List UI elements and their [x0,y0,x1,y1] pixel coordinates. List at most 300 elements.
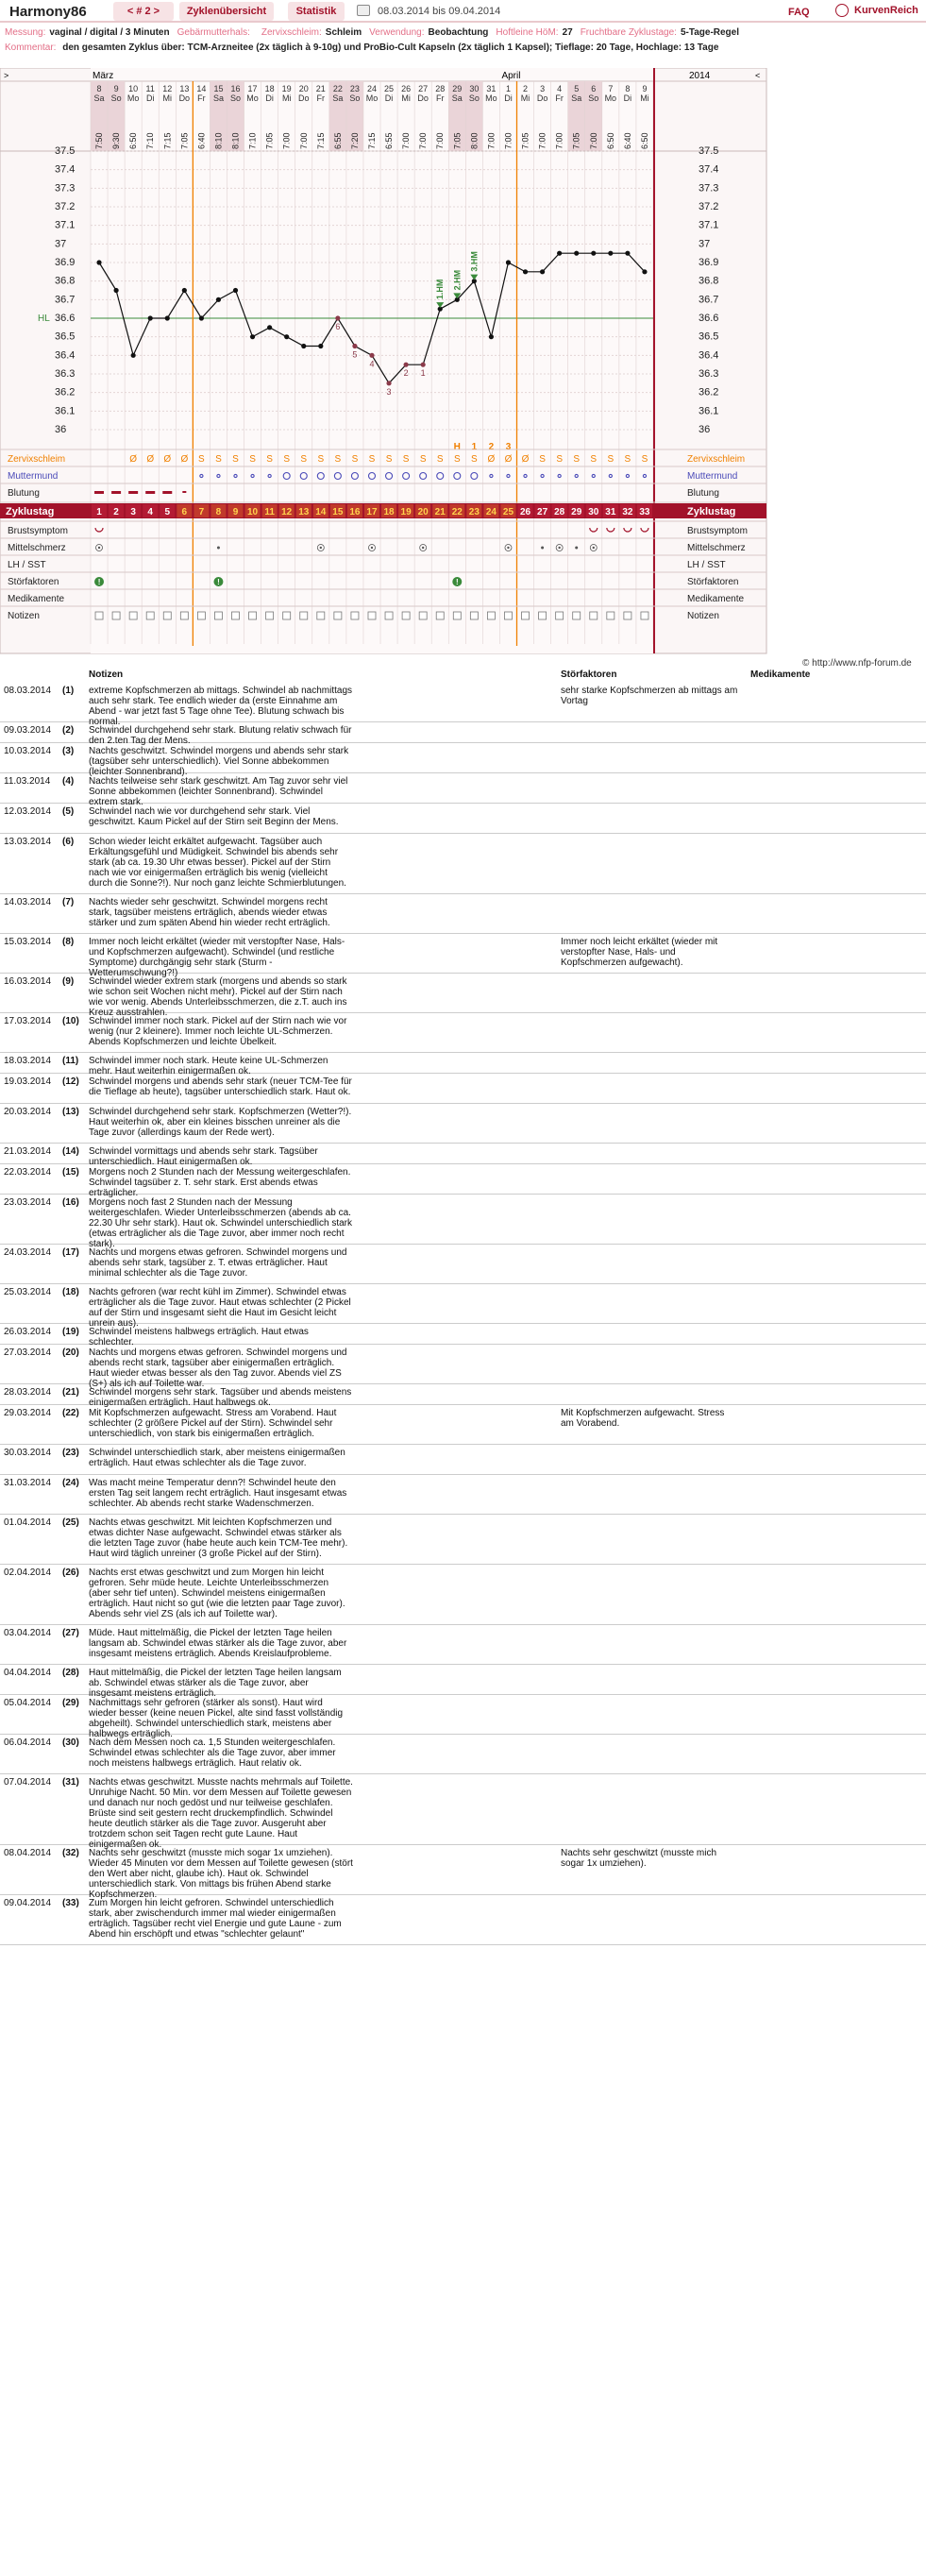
note-icon [402,612,410,619]
note-row [0,1324,926,1345]
measure-time: 7:05 [179,132,190,149]
note-icon [573,612,581,619]
y-tick-label-right: 36.9 [699,257,719,268]
note-icon [419,612,427,619]
row-label-right-blutung: Blutung [687,488,719,499]
note-icon [317,612,325,619]
temperature-point [131,353,136,358]
month-label: April [501,71,521,81]
note-cycle-day: (25) [62,1517,79,1528]
note-date: 01.04.2014 [4,1517,52,1528]
cervix-symbol: S [607,454,615,465]
weekday: Di [623,93,632,103]
midpain-dot [98,547,100,549]
measure-time: 7:00 [401,132,412,149]
note-text: Schwindel wieder extrem stark (morgens und abends so stark wie schon seit Wochen nicht mehr). Pickel auf der Stirn nach wie vor wenig. Abends Unterleibsschmerzen, die z.T. auch ins Kreuz ausstrahlen. [89,976,347,1018]
measure-time: 6:50 [605,132,615,149]
comment-line [5,42,920,53]
midpain-dot [320,547,322,549]
note-date: 04.04.2014 [4,1668,52,1678]
temperature-point [506,260,511,264]
day-number: 17 [247,84,258,93]
day-number: 14 [196,84,207,93]
measure-time: 8:00 [469,132,480,149]
day-number: 6 [591,84,597,93]
note-text: Nachts und morgens etwas gefroren. Schwindel morgens und abends sehr stark, tagsüber z. T. etwas erträglicher. Haut minimal schlechter als die Tage zuvor. [89,1247,347,1279]
weekday: Di [504,93,513,103]
tab-statistics[interactable]: Statistik [288,2,345,21]
weekday: Fr [555,93,564,103]
weekday: So [588,93,599,103]
cervix-symbol: Ø [521,454,530,465]
bleeding-mark [162,491,172,494]
low-marker-label: 3 [386,386,392,397]
measure-time: 7:05 [452,132,463,149]
note-row [0,1695,926,1739]
note-date: 31.03.2014 [4,1478,52,1488]
temperature-point [216,297,221,302]
measure-time: 7:00 [298,132,309,149]
measure-time: 8:10 [230,132,241,149]
note-row [0,722,926,746]
high-marker-label: 2.HM [452,269,463,291]
note-icon [539,612,547,619]
note-row [0,1405,926,1445]
note-icon [436,612,444,619]
cervix-symbol: S [539,454,546,465]
y-tick-label: 37.5 [55,145,76,157]
bleeding-mark [128,491,138,494]
note-date: 08.04.2014 [4,1848,52,1858]
cervix-symbol: S [624,454,631,465]
note-cycle-day: (3) [62,746,75,756]
note-text: Nachts teilweise sehr stark geschwitzt. Am Tag zuvor sehr viel Sonne abbekommen (leichter Sonnenbrand). Schwindel extrem stark. [89,776,348,807]
note-date: 06.04.2014 [4,1737,52,1748]
midpain-dot [422,547,424,549]
note-stoerfaktor: Immer noch leicht erkältet (wieder mit verstopfter Nase, Hals- und Kopfschmerzen aufgewacht). [561,937,718,968]
note-cycle-day: (33) [62,1898,79,1908]
weekday: Mi [281,93,292,103]
cervix-symbol: S [471,454,478,465]
y-tick-label: 36 [55,424,67,435]
credit-text: © http://www.nfp-forum.de [802,658,912,669]
faq-link[interactable]: FAQ [788,7,810,18]
note-row [0,1565,926,1625]
temperature-point [335,315,340,320]
measure-time: 6:50 [128,132,139,149]
day-number: 31 [486,84,497,93]
cycle-day-number: 8 [215,507,222,517]
cycle-nav-button[interactable]: < # 2 > [113,2,174,21]
day-number: 1 [505,84,511,93]
tab-cycle-overview[interactable]: Zyklenübersicht [179,2,274,21]
note-icon [112,612,120,619]
temperature-point [591,251,596,256]
cervix-symbol: S [453,454,461,465]
note-icon [556,612,564,619]
temperature-point [233,288,238,293]
cycle-day-number: 27 [537,507,548,517]
day-number: 9 [642,84,648,93]
note-stoerfaktor: Nachts sehr geschwitzt (musste mich sogar 1x umziehen). [561,1848,717,1869]
y-tick-label: 36.5 [55,330,76,343]
row-label-right-zyklustag: Zyklustag [687,506,736,517]
measure-time: 7:10 [145,132,156,149]
printer-icon[interactable] [357,5,370,16]
measure-time: 8:10 [213,132,224,149]
measure-time: 7:00 [554,132,564,149]
note-icon [266,612,274,619]
low-marker-label: 6 [335,322,341,331]
note-date: 24.03.2014 [4,1247,52,1258]
day-number: 12 [162,84,173,93]
temperature-point [421,363,426,367]
temperature-point [182,288,187,293]
note-cycle-day: (8) [62,937,75,947]
note-stoerfaktor: Mit Kopfschmerzen aufgewacht. Stress am Vorabend. [561,1408,725,1429]
weekday: Fr [435,93,445,103]
note-row [0,1445,926,1475]
cervix-symbol: S [198,454,205,465]
note-date: 18.03.2014 [4,1056,52,1066]
note-text: Schwindel meistens halbwegs erträglich. Haut etwas schlechter. [89,1327,309,1347]
note-text: Nachts erst etwas geschwitzt und zum Morgen hin leicht gefroren. Sehr müde heute. Leichte Unterleibsschmerzen (aber sehr tief unten). Schwindel meistens einigermaßen erträglich. Haut nicht so gut (wie die letzten paar Tage zuvor). Abends sehr viel ZS (als ich auf Toilette war). [89,1568,345,1619]
note-row [0,1195,926,1249]
note-date: 02.04.2014 [4,1568,52,1578]
low-marker-label: 2 [403,368,409,379]
info-value: vaginal / digital / 3 Minuten [49,27,170,38]
info-value: 27 [562,27,573,38]
weekday: So [110,93,122,103]
low-marker-label: 1 [420,368,426,379]
note-date: 19.03.2014 [4,1076,52,1087]
day-number: 28 [435,84,446,93]
row-label-notizen: Notizen [8,611,40,621]
row-label-blutung: Blutung [8,488,40,499]
note-cycle-day: (17) [62,1247,79,1258]
note-row [0,1053,926,1074]
measure-time: 7:05 [571,132,581,149]
note-icon [641,612,648,619]
day-number: 4 [557,84,563,93]
note-icon [214,612,222,619]
peak-count-label: H [453,442,461,452]
notes-table [0,668,926,1945]
y-tick-label: 37.1 [55,219,76,231]
note-text: extreme Kopfschmerzen ab mittags. Schwindel ab nachmittags auch sehr stark. Tee endlich wieder da (erste Einnahme am Abend - war jetzt fast 5 Tage ohne Tee). Blutung schwach bis normal. [89,686,353,727]
y-tick-label-right: 36.1 [699,405,719,417]
note-text: Schwindel morgens und abends sehr stark (neuer TCM-Tee für die Tieflage ab heute), tagsüber unterschiedlich stark. Haut ok. [89,1076,352,1097]
weekday: Sa [212,93,224,103]
note-text: Nachts gefroren (war recht kühl im Zimmer). Schwindel etwas erträglicher als die Tage zuvor. Haut etwas schlechter (2 Pickel auf der Stirn und insgesamt sieht die Haut im Gesicht leicht unrein aus). [89,1287,351,1329]
cervix-symbol: S [385,454,393,465]
day-number: 27 [418,84,429,93]
cervix-symbol: S [317,454,325,465]
measure-time: 7:20 [349,132,360,149]
temperature-point [148,315,153,320]
temperature-point [540,269,545,274]
medi-header: Medikamente [750,669,811,680]
cervix-symbol: S [368,454,376,465]
weekday: Do [417,93,429,103]
temperature-point [199,315,204,320]
measure-time: 6:55 [332,132,343,149]
note-date: 16.03.2014 [4,976,52,987]
cervix-symbol: S [556,454,563,465]
cycle-day-number: 17 [366,507,378,517]
measure-time: 7:15 [162,132,173,149]
cycle-day-number: 31 [605,507,616,517]
note-date: 22.03.2014 [4,1167,52,1178]
cycle-day-number: 5 [164,507,171,517]
y-tick-label: 37.4 [55,163,76,176]
note-row [0,1515,926,1565]
high-marker-label: 3.HM [469,251,480,272]
temperature-point [574,251,579,256]
measure-time: 6:40 [196,132,207,149]
cycle-day-number: 14 [315,507,327,517]
note-cycle-day: (21) [62,1387,79,1398]
y-tick-label-right: 36.7 [699,294,719,306]
y-tick-label-right: 37.5 [699,145,719,157]
measure-time: 7:00 [281,132,292,149]
note-icon [487,612,495,619]
note-text: Schwindel nach wie vor durchgehend sehr stark. Viel geschwitzt. Kaum Pickel auf der Stirn seit Beginn der Mens. [89,806,339,827]
y-tick-label-right: 37 [699,238,711,250]
weekday: So [468,93,480,103]
cervix-symbol: S [215,454,222,465]
note-stoerfaktor: sehr starke Kopfschmerzen ab mittags am Vortag [561,686,738,706]
note-date: 25.03.2014 [4,1287,52,1297]
cycle-day-number: 24 [485,507,497,517]
row-label-right-medi: Medikamente [687,594,745,604]
row-label-right-stoer: Störfaktoren [687,577,739,587]
cycle-day-number: 2 [113,507,119,517]
weekday: Di [384,93,394,103]
temperature-point [369,353,374,358]
temperature-point [404,363,409,367]
measurement-info [5,27,920,38]
disturbance-icon-mark: ! [217,578,220,586]
note-row [0,974,926,1018]
row-label-right-notizen: Notizen [687,611,719,621]
cycle-day-number: 30 [588,507,599,517]
y-tick-label: 37.2 [55,201,76,212]
note-text: Nachts wieder sehr geschwitzt. Schwindel morgens recht stark, tagsüber meistens erträglich, abends wieder etwas stärker und zum späten Abend hin wieder recht erträglich. [89,897,330,928]
temperature-point [113,288,118,293]
measure-time: 7:00 [588,132,598,149]
note-row [0,804,926,834]
day-number: 29 [452,84,463,93]
measure-time: 6:55 [384,132,395,149]
row-label-muttermund: Muttermund [8,471,59,482]
note-text: Nachts geschwitzt. Schwindel morgens und abends sehr stark (tagsüber sehr unterschiedlich). Viel Sonne abbekommen (leichter Sonnenbrand). [89,746,349,777]
y-tick-label: 36.1 [55,405,76,417]
day-number: 20 [298,84,309,93]
note-cycle-day: (30) [62,1737,79,1748]
note-icon [232,612,240,619]
temperature-point [608,251,613,256]
cycle-day-number: 21 [434,507,446,517]
disturbance-icon-mark: ! [97,578,101,586]
low-marker-label: 5 [352,349,358,360]
top-bar [0,0,926,23]
note-text: Nach dem Messen noch ca. 1,5 Stunden weitergeschlafen. Schwindel etwas schlechter als die Tage zuvor, aber immer noch meistens halbwegs erträglich. Haut relativ ok. [89,1737,336,1769]
note-row [0,1665,926,1699]
bleeding-mark [145,491,155,494]
cycle-day-number: 26 [519,507,531,517]
note-text: Morgens noch fast 2 Stunden nach der Messung weitergeschlafen. Wieder Unterleibsschmerzen (abends ab ca. 22.30 Uhr sehr stark). Haut ok. Schwindel unterschiedlich stark (etwas erträglicher als die Tage zuvor, aber immer noch recht stark). [89,1197,353,1249]
row-label-brust: Brustsymptom [8,526,68,536]
cycle-day-number: 13 [298,507,310,517]
note-text: Morgens noch 2 Stunden nach der Messung weitergeschlafen. Schwindel tagsüber z. T. sehr stark. Erst abends etwas erträglicher. [89,1167,351,1198]
note-cycle-day: (12) [62,1076,79,1087]
day-number: 30 [469,84,480,93]
measure-time: 7:00 [435,132,446,149]
weekday: Do [536,93,548,103]
midpain-small-icon [541,547,544,550]
day-number: 3 [540,84,546,93]
y-tick-label-right: 36.8 [699,275,719,287]
day-number: 13 [179,84,190,93]
note-date: 11.03.2014 [4,776,51,787]
cycle-day-number: 9 [232,507,239,517]
username: Harmony86 [9,4,87,20]
note-icon [283,612,291,619]
note-date: 09.04.2014 [4,1898,52,1908]
note-row [0,743,926,777]
note-cycle-day: (32) [62,1848,79,1858]
note-icon [385,612,393,619]
y-tick-label: 36.2 [55,386,76,398]
y-tick-label: 36.9 [55,257,76,268]
weekday: Mi [520,93,530,103]
disturbance-icon-mark: ! [455,578,459,586]
note-cycle-day: (19) [62,1327,79,1337]
weekday: Mo [604,93,617,103]
note-icon [368,612,376,619]
note-date: 28.03.2014 [4,1387,52,1398]
left-arrow-icon: > [4,71,9,80]
note-text: Haut mittelmäßig, die Pickel der letzten Tage heilen langsam ab. Schwindel etwas stärker als die Tage zuvor, aber insgesamt meistens erträglich. [89,1668,342,1699]
y-tick-label: 36.8 [55,275,76,287]
comment-label: Kommentar: [5,42,57,53]
temperature-point [318,344,323,348]
note-cycle-day: (23) [62,1448,79,1458]
temperature-point [386,381,391,385]
note-cycle-day: (31) [62,1777,79,1788]
day-number: 16 [230,84,241,93]
note-date: 26.03.2014 [4,1327,52,1337]
note-cycle-day: (14) [62,1146,79,1157]
cervix-symbol: S [402,454,410,465]
temperature-point [165,315,170,320]
cycle-day-number: 4 [147,507,153,517]
note-text: Schwindel vormittags und abends sehr stark. Tagsüber unterschiedlich. Haut einigermaßen ok. [89,1146,318,1167]
note-icon [180,612,188,619]
note-date: 08.03.2014 [4,686,52,696]
day-number: 25 [384,84,395,93]
bleeding-mark [111,491,121,494]
cervix-symbol: Ø [180,454,189,465]
y-tick-label-right: 36.2 [699,386,719,398]
note-cycle-day: (26) [62,1568,79,1578]
measure-time: 7:10 [247,132,258,149]
weekday: Mi [640,93,649,103]
note-cycle-day: (2) [62,725,75,736]
midpain-dot [371,547,373,549]
midpain-dot [593,547,595,549]
info-label: Fruchtbare Zyklustage: [580,27,677,38]
note-icon [300,612,308,619]
cervix-symbol: S [283,454,291,465]
note-cycle-day: (11) [62,1056,79,1066]
coverline-label: HL [38,314,50,324]
note-date: 21.03.2014 [4,1146,52,1157]
day-number: 11 [145,84,155,93]
cervix-symbol: S [419,454,427,465]
note-text: Nachts sehr geschwitzt (musste mich sogar 1x umziehen). Wieder 45 Minuten vor dem Messen auf Toilette gewesen (stört den Wert aber nicht, glaube ich). Haut ok. Schwindel unterschiedlich stark. Von mittags bis frühen Abend starke Kopfschmerzen. [89,1848,353,1900]
cervix-symbol: S [590,454,598,465]
note-row [0,773,926,807]
row-label-right-lh: LH / SST [687,560,726,570]
cycle-day-number: 32 [622,507,633,517]
y-tick-label-right: 36.3 [699,368,719,380]
row-label-mittel: Mittelschmerz [8,543,66,553]
note-date: 13.03.2014 [4,837,52,847]
weekday: Fr [197,93,206,103]
weekday: Sa [332,93,344,103]
weekday: Sa [93,93,105,103]
day-number: 26 [401,84,412,93]
note-cycle-day: (5) [62,806,75,817]
cycle-day-number: 22 [451,507,463,517]
day-number: 24 [366,84,377,93]
info-label: Messung: [5,27,46,38]
note-text: Müde. Haut mittelmäßig, die Pickel der letzten Tage heilen langsam ab. Schwindel etwas stärker als die Tage zuvor, aber insgesamt meistens erträglich. Abends Kreislaufprobleme. [89,1628,347,1659]
cervix-symbol: S [351,454,359,465]
cycle-day-number: 18 [383,507,395,517]
weekday: Mi [162,93,173,103]
low-marker-label: 4 [369,359,375,369]
cervix-symbol: S [266,454,273,465]
row-label-right-brust: Brustsymptom [687,526,748,536]
day-number: 23 [349,84,360,93]
weekday: Mo [246,93,259,103]
note-row [0,1735,926,1774]
note-cycle-day: (28) [62,1668,79,1678]
temperature-point [352,344,357,348]
note-icon [95,612,103,619]
y-tick-label-right: 36.4 [699,349,719,362]
note-date: 15.03.2014 [4,937,52,947]
notes-header-row [0,668,926,683]
note-row [0,1845,926,1900]
note-text: Nachts etwas geschwitzt. Musste nachts mehrmals auf Toilette. Unruhige Nacht. 50 Min. vor dem Messen auf Toilette gewesen und danach nur noch gedöst und nur teilweise geschlafen. Brüste sind seit gestern recht druckempfindlich. Schwindel heute deutlich stärker als die Tage zuvor. Ausgeruht aber trotzdem schon seit Tagen recht gute Laune. Haut einigermaßen ok. [89,1777,353,1850]
note-icon [624,612,631,619]
info-label: Zervixschleim: [261,27,322,38]
note-date: 07.04.2014 [4,1777,52,1788]
measure-time: 9:30 [111,132,122,149]
row-label-zyklustag: Zyklustag [6,506,55,517]
bleeding-mark [94,491,104,494]
cycle-day-number: 15 [332,507,344,517]
day-number: 9 [113,84,119,93]
right-arrow-icon: < [755,71,761,80]
day-number: 18 [264,84,275,93]
note-text: Immer noch leicht erkältet (wieder mit verstopfter Nase, Hals- und Kopfschmerzen aufgewacht). Schwindel (und restliche Symptome) durchgängig sehr stark (Sturm - Wetterumschwung?!) [89,937,345,978]
y-tick-label-right: 37.3 [699,182,719,195]
